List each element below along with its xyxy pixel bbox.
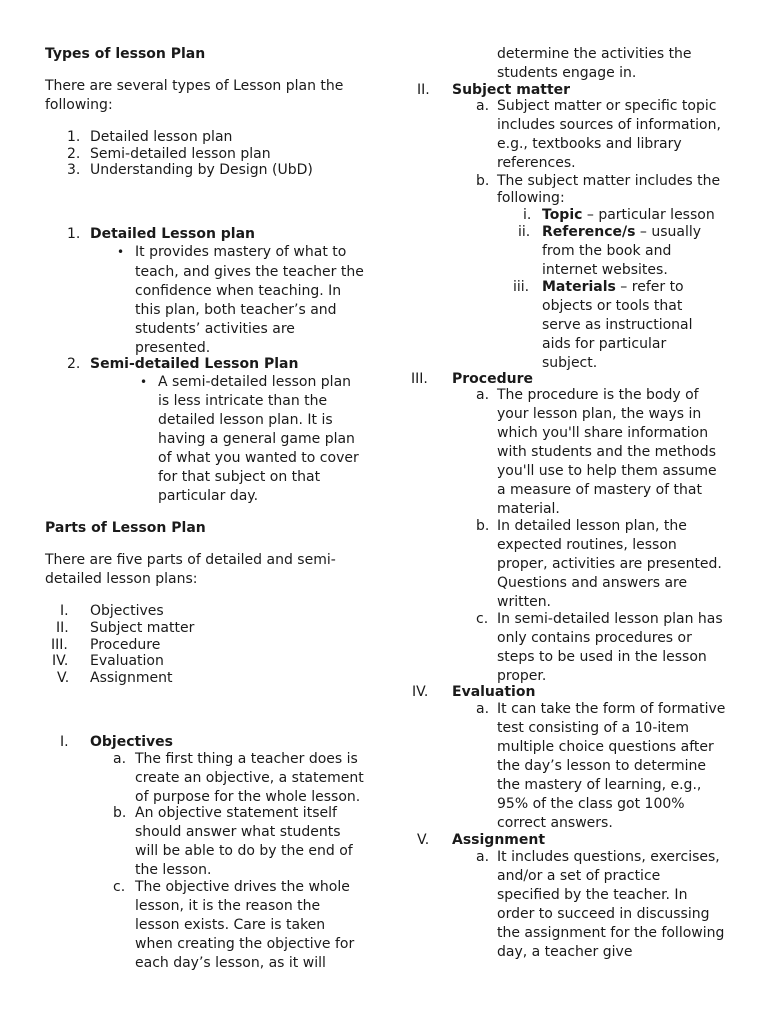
body-line: multiple choice questions after xyxy=(497,739,714,755)
body-line: includes sources of information, xyxy=(497,117,721,133)
body-line: The procedure is the body of xyxy=(497,387,699,403)
section-title-detailed: Detailed Lesson plan xyxy=(90,226,256,242)
body-line: order to succeed in discussing xyxy=(497,906,710,922)
body-line: Subject matter or specific topic xyxy=(497,98,717,114)
term-description: – usually xyxy=(635,224,702,240)
body-line: a measure of mastery of that xyxy=(497,482,702,498)
list-number: 1. xyxy=(67,226,81,242)
body-line: should answer what students xyxy=(135,824,341,840)
body-line: will be able to do by the end of xyxy=(135,843,353,859)
body-line: steps to be used in the lesson xyxy=(497,649,707,665)
body-line: only contains procedures or xyxy=(497,630,692,646)
body-line: the assignment for the following xyxy=(497,925,725,941)
item-label: a. xyxy=(113,751,127,767)
section-title-assignment: Assignment xyxy=(452,832,546,848)
body-line: with students and the methods xyxy=(497,444,716,460)
body-line: aids for particular xyxy=(542,336,667,352)
body-line: day, a teacher give xyxy=(497,944,633,960)
body-line: having a general game plan xyxy=(158,431,355,447)
list-item: Procedure xyxy=(90,637,161,653)
list-number: 1. xyxy=(67,129,81,145)
body-line: correct answers. xyxy=(497,815,613,831)
body-line: following: xyxy=(497,190,565,206)
body-line: detailed lesson plan. It is xyxy=(158,412,333,428)
body-line: particular day. xyxy=(158,488,259,504)
list-number: I. xyxy=(60,603,69,619)
body-line: of purpose for the whole lesson. xyxy=(135,789,361,805)
body-line: In detailed lesson plan, the xyxy=(497,518,687,534)
item-label: b. xyxy=(476,173,490,189)
body-line: proper. xyxy=(497,668,547,684)
body-line: teach, and gives the teacher the xyxy=(135,264,364,280)
body-line: An objective statement itself xyxy=(135,805,337,821)
list-number: III. xyxy=(51,637,68,653)
body-line: proper, activities are presented. xyxy=(497,556,722,572)
body-line: lesson, it is the reason the xyxy=(135,898,321,914)
body-line: presented. xyxy=(135,340,211,356)
body-line: Questions and answers are xyxy=(497,575,688,591)
body-line: written. xyxy=(497,594,552,610)
body-line: you'll use to help them assume xyxy=(497,463,717,479)
item-label: ii. xyxy=(518,224,531,240)
body-line: It provides mastery of what to xyxy=(135,244,347,260)
list-number: V. xyxy=(417,832,430,848)
body-line: students’ activities are xyxy=(135,321,295,337)
item-label: c. xyxy=(476,611,489,627)
body-line: The objective drives the whole xyxy=(135,879,350,895)
intro-text-line: There are five parts of detailed and semi- xyxy=(45,552,336,568)
item-label: b. xyxy=(113,805,127,821)
section-title-objectives: Objectives xyxy=(90,734,173,750)
intro-text-line: There are several types of Lesson plan the xyxy=(45,78,344,94)
body-line: specified by the teacher. In xyxy=(497,887,688,903)
item-label: i. xyxy=(523,207,532,223)
body-line: each day’s lesson, as it will xyxy=(135,955,326,971)
item-label: iii. xyxy=(513,279,530,295)
list-number: V. xyxy=(57,670,70,686)
body-line: test consisting of a 10-item xyxy=(497,720,690,736)
list-item: Assignment xyxy=(90,670,173,686)
list-number: II. xyxy=(417,82,430,98)
body-line: of what you wanted to cover xyxy=(158,450,359,466)
body-line: this plan, both teacher’s and xyxy=(135,302,337,318)
item-label: c. xyxy=(113,879,126,895)
term-description: – refer to xyxy=(615,279,684,295)
body-line: objects or tools that xyxy=(542,298,683,314)
body-line: internet websites. xyxy=(542,262,668,278)
list-number: 3. xyxy=(67,162,81,178)
item-label: b. xyxy=(476,518,490,534)
list-number: III. xyxy=(411,371,428,387)
body-line: In semi-detailed lesson plan has xyxy=(497,611,723,627)
subitem-reference xyxy=(542,224,701,241)
list-number: II. xyxy=(56,620,69,636)
body-line: from the book and xyxy=(542,243,672,259)
term-reference: Reference/s xyxy=(542,224,636,240)
body-line: material. xyxy=(497,501,560,517)
body-line: and/or a set of practice xyxy=(497,868,661,884)
body-line: The first thing a teacher does is xyxy=(135,751,358,767)
list-number: IV. xyxy=(412,684,429,700)
body-line: the mastery of learning, e.g., xyxy=(497,777,702,793)
body-line: It can take the form of formative xyxy=(497,701,726,717)
intro-text-line: following: xyxy=(45,97,113,113)
item-label: a. xyxy=(476,701,490,717)
list-number: 2. xyxy=(67,146,81,162)
bullet-icon: • xyxy=(117,245,125,259)
body-line: the day’s lesson to determine xyxy=(497,758,706,774)
list-item: Subject matter xyxy=(90,620,195,636)
list-number: IV. xyxy=(52,653,69,669)
subitem-topic xyxy=(542,207,715,224)
subitem-materials xyxy=(542,279,684,296)
body-line: The subject matter includes the xyxy=(497,173,721,189)
heading-parts-of-lesson-plan: Parts of Lesson Plan xyxy=(45,520,206,536)
bullet-icon: • xyxy=(140,375,148,389)
body-line: serve as instructional xyxy=(542,317,693,333)
body-line: 95% of the class got 100% xyxy=(497,796,685,812)
body-line: references. xyxy=(497,155,576,171)
body-line: subject. xyxy=(542,355,598,371)
body-line: e.g., textbooks and library xyxy=(497,136,682,152)
section-title-procedure: Procedure xyxy=(452,371,533,387)
list-item: Objectives xyxy=(90,603,164,619)
body-line: your lesson plan, the ways in xyxy=(497,406,702,422)
section-title-evaluation: Evaluation xyxy=(452,684,536,700)
body-line: It includes questions, exercises, xyxy=(497,849,720,865)
body-line: expected routines, lesson xyxy=(497,537,677,553)
term-materials: Materials xyxy=(542,279,616,295)
body-line: A semi-detailed lesson plan xyxy=(158,374,352,390)
list-number: I. xyxy=(60,734,69,750)
list-item: Semi-detailed lesson plan xyxy=(90,146,271,162)
section-title-semi-detailed: Semi-detailed Lesson Plan xyxy=(90,356,299,372)
body-line: for that subject on that xyxy=(158,469,321,485)
section-title-subject-matter: Subject matter xyxy=(452,82,571,98)
heading-types-of-lesson-plan: Types of lesson Plan xyxy=(45,46,206,62)
body-line: the lesson. xyxy=(135,862,212,878)
intro-text-line: detailed lesson plans: xyxy=(45,571,198,587)
body-line: confidence when teaching. In xyxy=(135,283,342,299)
body-line: determine the activities the xyxy=(497,46,692,62)
item-label: a. xyxy=(476,387,490,403)
body-line: when creating the objective for xyxy=(135,936,355,952)
item-label: a. xyxy=(476,849,490,865)
list-item: Understanding by Design (UbD) xyxy=(90,162,313,178)
body-line: which you'll share information xyxy=(497,425,709,441)
list-item: Evaluation xyxy=(90,653,164,669)
body-line: is less intricate than the xyxy=(158,393,328,409)
body-line: students engage in. xyxy=(497,65,637,81)
body-line: create an objective, a statement xyxy=(135,770,364,786)
list-item: Detailed lesson plan xyxy=(90,129,233,145)
body-line: lesson exists. Care is taken xyxy=(135,917,326,933)
term-description: – particular lesson xyxy=(582,207,715,223)
item-label: a. xyxy=(476,98,490,114)
list-number: 2. xyxy=(67,356,81,372)
term-topic: Topic xyxy=(542,207,583,223)
